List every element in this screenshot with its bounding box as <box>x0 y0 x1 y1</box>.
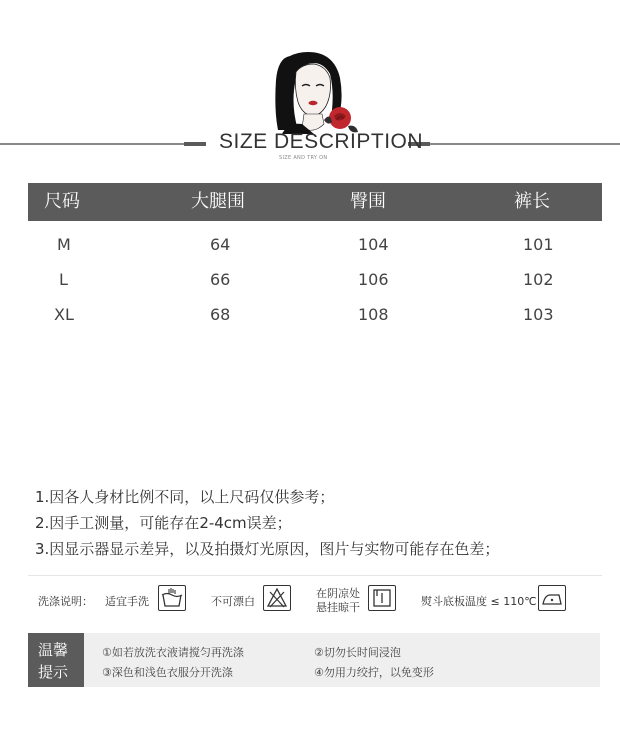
hand-wash-icon <box>158 585 186 611</box>
no-bleach-label: 不可漂白 <box>211 595 255 608</box>
thigh-cell: 68 <box>210 305 231 324</box>
care-label: 洗涤说明： <box>38 595 93 608</box>
tips-label-line1: 温馨 <box>38 641 69 659</box>
hand-wash-label: 适宜手洗 <box>105 595 149 608</box>
column-header-size: 尺码 <box>44 191 80 212</box>
column-header-length: 裤长 <box>514 191 550 212</box>
page-title: SIZE DESCRIPTION <box>219 130 424 153</box>
hip-cell: 104 <box>358 235 389 254</box>
woman-with-rose-illustration <box>268 50 360 134</box>
tip-item: ②切勿长时间浸泡 <box>314 646 401 659</box>
tips-box <box>28 633 600 687</box>
tip-item: ④勿用力绞拧，以免变形 <box>314 666 434 679</box>
title-rule-right <box>430 143 620 145</box>
column-header-thigh: 大腿围 <box>191 191 245 212</box>
length-cell: 102 <box>523 270 554 289</box>
hip-cell: 106 <box>358 270 389 289</box>
length-cell: 101 <box>523 235 554 254</box>
tip-item: ①如若放洗衣液请搅匀再洗涤 <box>102 646 244 659</box>
size-cell: L <box>59 270 68 289</box>
title-rule-left-accent <box>184 142 206 146</box>
note-item: 1.因各人身材比例不同，以上尺码仅供参考； <box>35 488 335 506</box>
note-item: 2.因手工测量，可能存在2-4cm误差； <box>35 514 292 532</box>
iron-icon <box>538 585 566 611</box>
thigh-cell: 64 <box>210 235 231 254</box>
table-row <box>28 298 602 332</box>
tips-label <box>28 633 84 687</box>
tip-item: ③深色和浅色衣服分开洗涤 <box>102 666 233 679</box>
hang-dry-label-line2: 悬挂晾干 <box>316 601 360 614</box>
length-cell: 103 <box>523 305 554 324</box>
hip-cell: 108 <box>358 305 389 324</box>
hang-dry-label-line1: 在阴凉处 <box>316 587 360 600</box>
care-instructions <box>28 575 602 622</box>
page-subtitle: SIZE AND TRY ON <box>279 155 328 161</box>
no-bleach-icon <box>263 585 291 611</box>
iron-label: 熨斗底板温度 ≤ 110℃ <box>421 595 537 608</box>
column-header-hip: 臀围 <box>350 191 386 212</box>
size-cell: M <box>57 235 71 254</box>
hang-dry-icon <box>368 585 396 611</box>
size-cell: XL <box>54 305 74 324</box>
title-rule-left <box>0 143 184 145</box>
thigh-cell: 66 <box>210 270 231 289</box>
note-item: 3.因显示器显示差异，以及拍摄灯光原因，图片与实物可能存在色差； <box>35 540 500 558</box>
table-row <box>28 263 602 297</box>
size-table-header <box>28 183 602 221</box>
table-row <box>28 228 602 262</box>
tips-label-line2: 提示 <box>38 663 69 681</box>
